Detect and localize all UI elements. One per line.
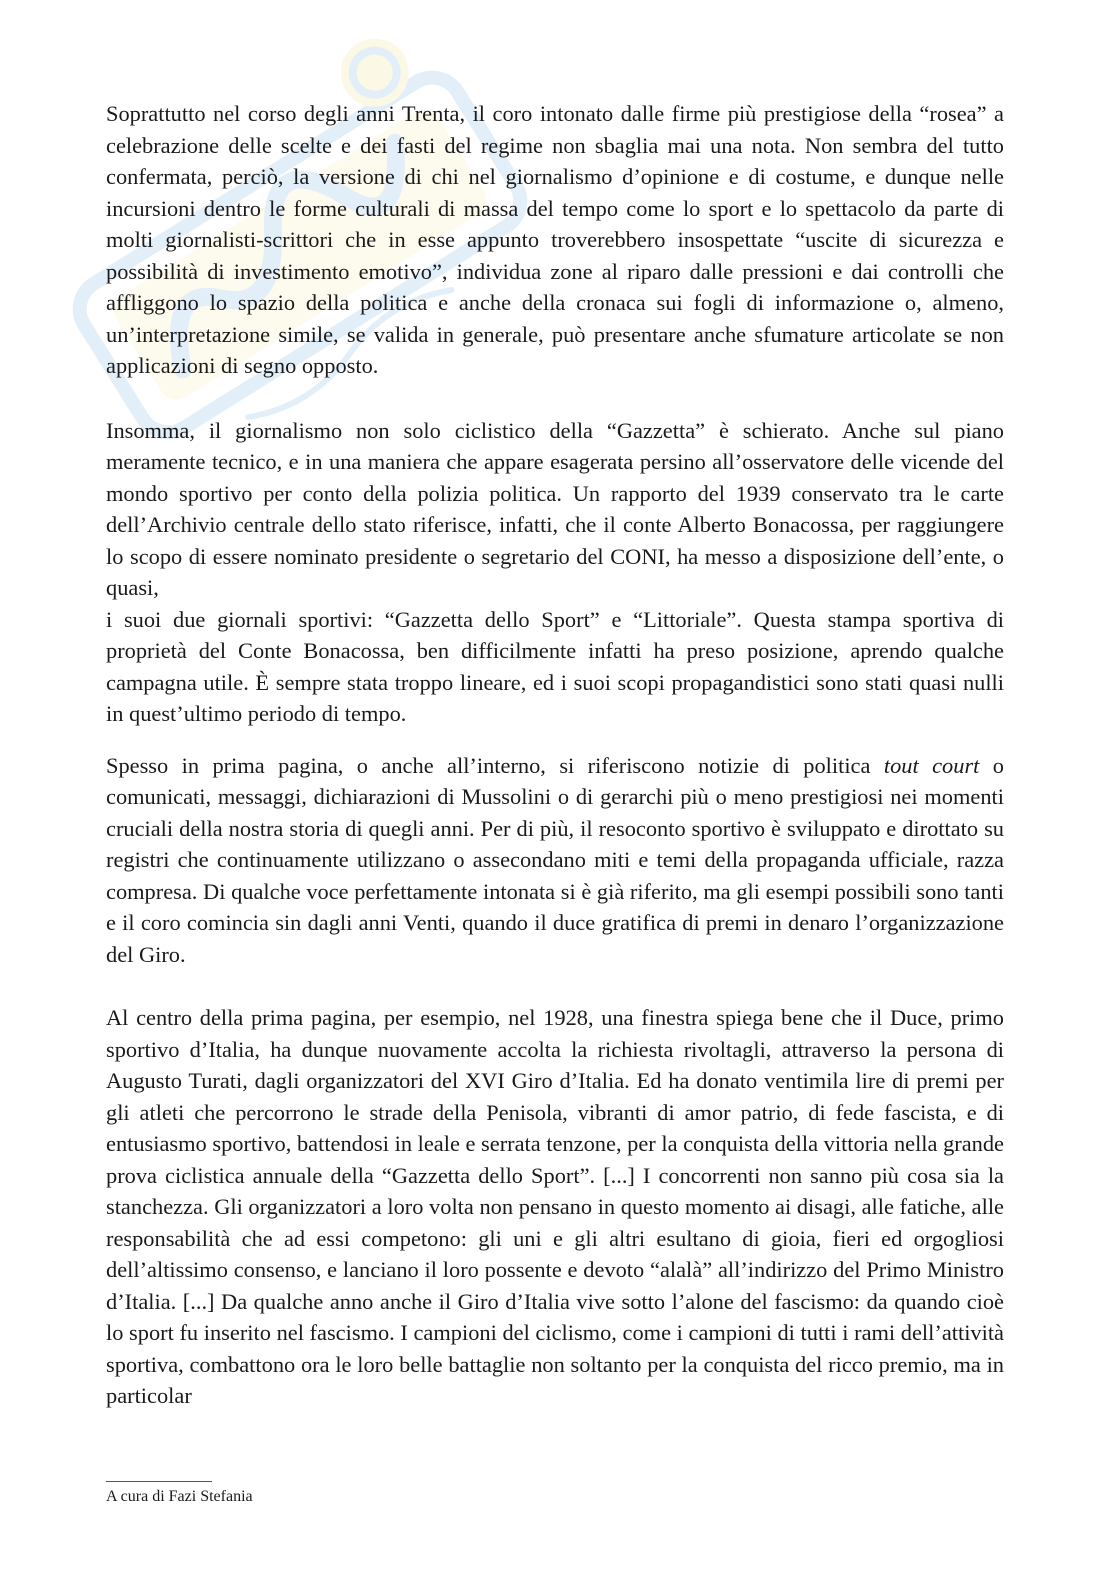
paragraph-4: Al centro della prima pagina, per esempio, nel 1928, una finestra spiega bene che il Duce, primo sportivo d’Italia, ha dunque nuovamente accolta la richiesta rivoltagli, attraverso la persona di Augusto Turati, dagli organizzatori del XVI Giro d’Italia. Ed ha donato ventimila lire di premi per gli atleti che percorrono le strade della Penisola, vibranti di amor patrio, di fede fascista, e di entusiasmo sportivo, battendosi in leale e serrata tenzone, per la conquista della vittoria nella grande prova ciclistica annuale della “Gazzetta dello Sport”. [...] I concorrenti non sanno più cosa sia la stanchezza. Gli organizzatori a loro volta non pensano in questo momento ai disagi, alle fatiche, alle responsabilità che ad essi competono: gli uni e gli altri esultano di gioia, fieri ed orgogliosi dell’altissimo consenso, e lanciano il loro possente e devoto “alalà” all’indirizzo del Primo Ministro d’Italia. [...] Da qualche anno anche il Giro d’Italia vive sotto l’alone del fascismo: da quando cioè lo sport fu inserito nel fascismo. I campioni del ciclismo, come i campioni di tutti i rami dell’attività sportiva, combattono ora le loro belle battaglie non soltanto per la conquista del ricco premio, ma in particolar bbox=[106, 1005, 1004, 1408]
paragraph-2 bbox=[106, 415, 1004, 730]
paragraph-3-text-after: o comunicati, messaggi, dichiarazioni di Mussolini o di gerarchi più o meno prestigiosi nei momenti cruciali della nostra storia di quegli anni. Per di più, il resoconto sportivo è sviluppato e dirottato su registri che continuamente utilizzano o assecondano miti e temi della propaganda ufficiale, razza compresa. Di qualche voce perfettamente intonata si è già riferito, ma gli esempi possibili sono tanti e il coro comincia sin dagli anni Venti, quando il duce gratifica di premi in denaro l’organizzazione del Giro. bbox=[106, 752, 1004, 967]
paragraph-3-italic-phrase: tout court bbox=[883, 752, 980, 778]
paragraph-1: Soprattutto nel corso degli anni Trenta, il coro intonato dalle firme più prestigiose della “rosea” a celebrazione delle scelte e dei fasti del regime non sbaglia mai una nota. Non sembra del tutto confermata, perciò, la versione di chi nel giornalismo d’opinione e di costume, e dunque nelle incursioni dentro le forme culturali di massa del tempo come lo sport e lo spettacolo da parte di molti giornalisti-scrittori che in esse appunto troverebbero insospettate “uscite di sicurezza e possibilità di investimento emotivo”, individua zone al riparo dalle pressioni e dai controlli che affliggono lo spazio della politica e anche della cronaca sui fogli di informazione o, almeno, un’interpretazione simile, se valida in generale, può presentare anche sfumature articolate se non applicazioni di segno opposto. bbox=[106, 101, 1004, 378]
paragraph-3-text-before: Spesso in prima pagina, o anche all’interno, si riferiscono notizie di politica bbox=[106, 752, 884, 778]
paragraph-2-part-b: i suoi due giornali sportivi: “Gazzetta dello Sport” e “Littoriale”. Questa stampa sportiva di proprietà del Conte Bonacossa, ben difficilmente infatti ha preso posizione, aprendo qualche campagna utile. È sempre stata troppo lineare, ed i suoi scopi propagandistici sono stati quasi nulli in quest’ultimo periodo di tempo. bbox=[106, 606, 1004, 726]
footer-author-credit: A cura di Fazi Stefania bbox=[106, 1488, 253, 1505]
paragraph-2-part-a: Insomma, il giornalismo non solo ciclistico della “Gazzetta” è schierato. Anche sul piano meramente tecnico, e in una maniera che appare esagerata persino all’osservatore delle vicende del mondo sportivo per conto della polizia politica. Un rapporto del 1939 conservato tra le carte dell’Archivio centrale dello stato riferisce, infatti, che il conte Alberto Bonacossa, per raggiungere lo scopo di essere nominato presidente o segretario del CONI, ha messo a disposizione dell’ente, o quasi, bbox=[106, 417, 1004, 600]
document-body bbox=[106, 98, 1004, 1412]
paragraph-3 bbox=[106, 750, 1004, 971]
footnote-divider bbox=[106, 1481, 212, 1482]
